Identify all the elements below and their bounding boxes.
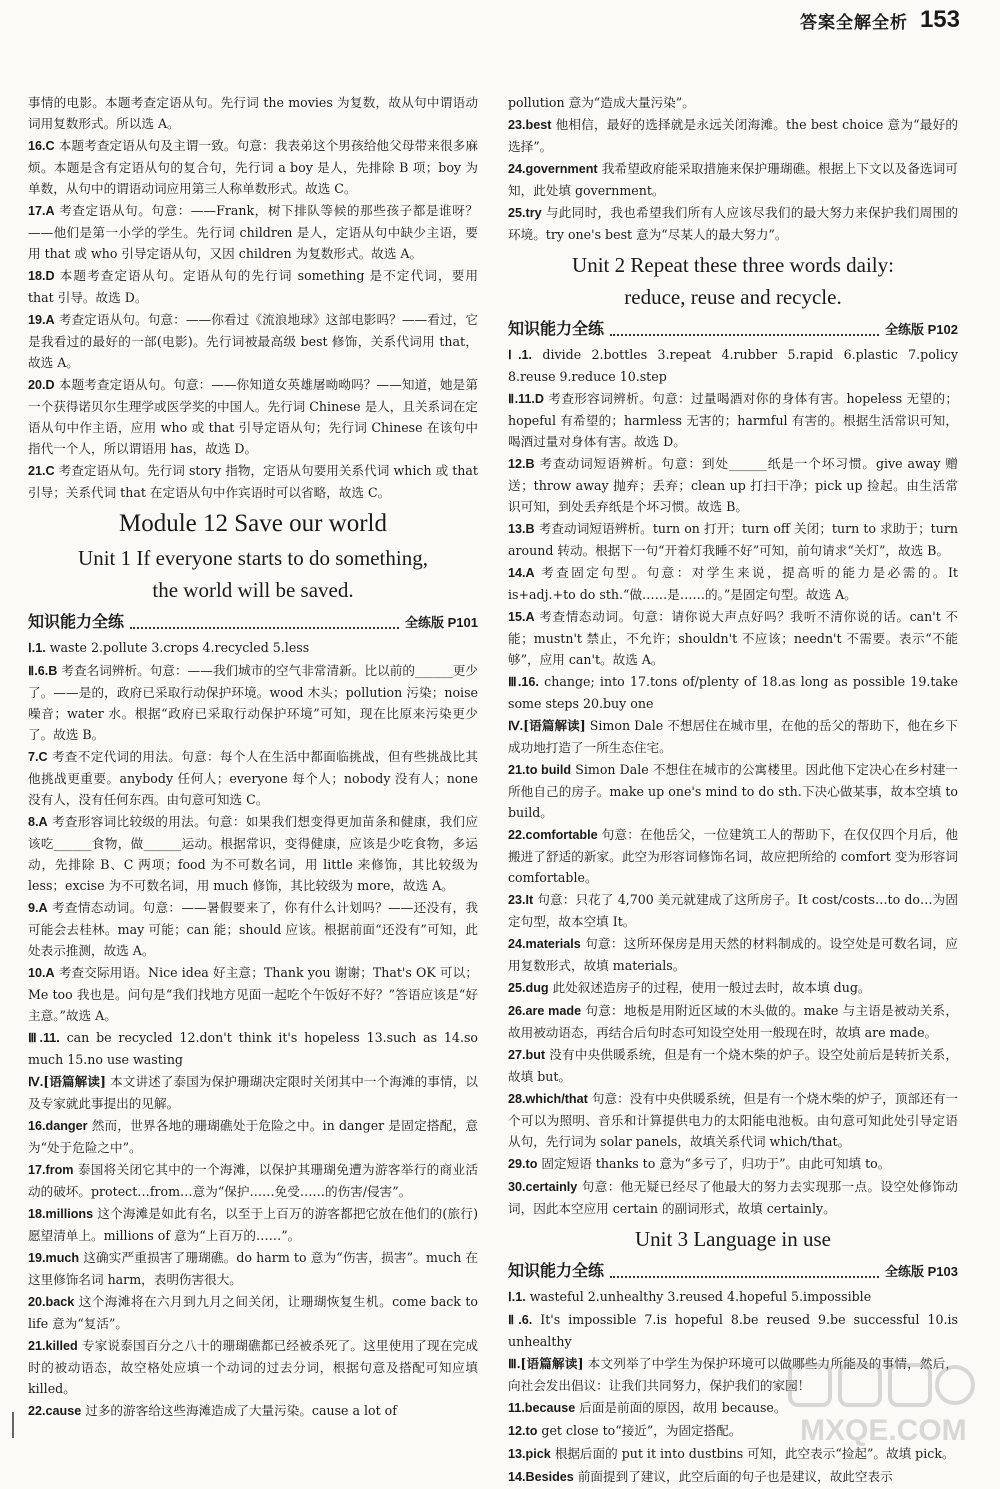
answer-item <box>508 202 958 245</box>
watermark-logo <box>780 1360 980 1450</box>
page-number: 153 <box>919 6 960 33</box>
answer-text: 考查名词辨析。句意：——我们城市的空气非常清新。比以前的______更少了。——是的，政府已采取行动保护环境。wood 木头；pollution 污染；noise 噪音；water 水。根据“政府已采取行动保护环境”可知，现在比原来污染更少了。故选 B。 <box>28 663 478 742</box>
left-column <box>28 92 478 1423</box>
margin-mark <box>12 1412 14 1438</box>
answer-item <box>28 1203 478 1246</box>
answer-text: 考查动词短语辨析。turn on 打开；turn off 关闭；turn to 求助于；turn around 转动。根据下一句“开着灯我睡不好”可知，前句请求“关灯”，故选 B。 <box>508 521 958 558</box>
answer-number: 11.because <box>508 1401 576 1415</box>
answer-text: 根据后面的 put it into dustbins 可知，此空表示“捡起”。故填 pick。 <box>550 1446 955 1461</box>
unit2-title-line2: reduce, reuse and recycle. <box>624 285 842 309</box>
section-ref: 全练版 P103 <box>885 1264 958 1279</box>
section-header-unit3 <box>508 1261 958 1282</box>
header-title: 答案全解全析 <box>799 12 908 32</box>
answer-number: 22.comfortable <box>508 828 598 842</box>
answer-text: 没有中央供暖系统，但是有一个烧木柴的炉子。设空处前后是转折关系，故填 but。 <box>508 1047 958 1084</box>
answer-number: 22.cause <box>28 1404 82 1418</box>
answer-number: 20.back <box>28 1295 75 1309</box>
answer-item <box>508 715 958 758</box>
section-title: 知识能力全练 <box>508 321 605 338</box>
answer-item <box>508 933 958 976</box>
answer-item <box>28 1335 478 1399</box>
answer-text: 考查动词短语辨析。句意：到处______纸是一个坏习惯。give away 赠送；throw away 抛弃；丢弃；clean up 打扫干净；pick up 捡起。由生活常识可知，到处丢弃纸是个坏习惯。故选 B。 <box>508 456 958 514</box>
answer-item <box>508 453 958 517</box>
dotted-leader <box>610 324 879 336</box>
answer-item <box>508 606 958 670</box>
answer-text: 句意：这所环保房是用天然的材料制成的。设空处是可数名词，应用复数形式，故填 materials。 <box>508 936 958 973</box>
answer-item <box>28 1159 478 1202</box>
answer-number: 21.to build <box>508 763 572 777</box>
answer-item <box>28 962 478 1026</box>
answer-text: 考查定语从句。句意：——Frank，树下排队等候的那些孩子都是谁呀？——他们是第一小学的学生。先行词 children 是人，定语从句中缺少主语，要用 that 或 who 引导定语从句，又因 children 为复数形式。故选 A。 <box>28 203 478 261</box>
answer-number: 29.to <box>508 1157 538 1171</box>
answer-number: 25.dug <box>508 981 549 995</box>
answer-number: 19.A <box>28 313 55 327</box>
answer-number: 16.danger <box>28 1119 88 1133</box>
answer-number: Ⅰ.1. <box>28 641 46 655</box>
answer-text: 前面提到了建议，此空后面的句子也是建议，故此空表示 <box>573 1469 893 1484</box>
answer-item <box>508 1286 958 1308</box>
dotted-leader <box>130 617 399 629</box>
answer-item <box>28 1247 478 1290</box>
answer-number: 10.A <box>28 966 55 980</box>
answer-item <box>28 374 478 459</box>
answer-text: 这个海滩将在六月到九月之间关闭，让珊瑚恢复生机。come back to life 意为“复活”。 <box>28 1294 478 1331</box>
answer-text: It's impossible 7.is hopeful 8.be reused 9.be successful 10.is unhealthy <box>508 1312 958 1349</box>
answer-number: 13.pick <box>508 1447 551 1461</box>
answer-text: 泰国将关闭它其中的一个海滩，以保护其珊瑚免遭为游客举行的商业活动的破坏。protect…from…意为“保护……免受……的伤害/侵害”。 <box>28 1162 478 1199</box>
dotted-leader <box>610 1266 879 1278</box>
answer-item <box>508 1088 958 1152</box>
answer-number: 8.A <box>28 815 48 829</box>
right-column <box>508 92 958 1489</box>
answer-text: 过多的游客给这些海滩造成了大量污染。cause a lot of <box>81 1403 397 1418</box>
answer-text: 固定短语 thanks to 意为“多亏了，归功于”。由此可知填 to。 <box>537 1156 891 1171</box>
answer-text: waste 2.pollute 3.crops 4.recycled 5.less <box>45 640 310 655</box>
section-title: 知识能力全练 <box>508 1263 605 1280</box>
answer-text: 后面是前面的原因，故用 because。 <box>575 1400 787 1415</box>
answer-number: 21.killed <box>28 1339 78 1353</box>
answer-text: 句意：没有中央供暖系统，但是有一个烧木柴的炉子，顶部还有一个可以为照明、音乐和计算提供电力的太阳能电池板。由句意可知此处引导定语从句，先行词为 solar panels，故填关系代词 which/that。 <box>508 1091 958 1149</box>
unit2-title-line1: Unit 2 Repeat these three words daily: <box>572 253 894 277</box>
answer-item <box>28 1291 478 1334</box>
unit3-title-line1: Unit 3 Language in use <box>635 1227 831 1251</box>
answer-number: Ⅳ. <box>28 1075 44 1089</box>
answer-text: 与此同时，我也希望我们所有人应该尽我们的最大努力来保护我们周围的环境。try one's best 意为“尽某人的最大努力”。 <box>508 205 958 242</box>
answer-text: pollution 意为“造成大量污染”。 <box>508 95 695 110</box>
page-header <box>800 6 960 34</box>
answer-number: 9.A <box>28 901 48 915</box>
answer-text: 考查交际用语。Nice idea 好主意；Thank you 谢谢；That's OK 可以；Me too 我也是。问句是“我们找地方见面一起吃个午饭好不好？”答语应该是“好主意。”故选 A。 <box>28 965 478 1023</box>
answer-item <box>28 135 478 199</box>
answer-number: 28.which/that <box>508 1092 588 1106</box>
answer-number: 24.materials <box>508 937 581 951</box>
answer-text: 本文列举了中学生为保护环境可以做哪些力所能及的事情，然后，向社会发出倡议：让我们共同努力，保护我们的家园！ <box>508 1356 959 1393</box>
answer-number: 7.C <box>28 750 48 764</box>
answer-number: 27.but <box>508 1048 546 1062</box>
answer-number: Ⅲ. <box>508 1357 521 1371</box>
answer-item <box>28 200 478 264</box>
answer-number: Ⅰ.1. <box>508 1290 526 1304</box>
answer-item <box>28 811 478 896</box>
answer-number: 12.to <box>508 1424 538 1438</box>
answer-text: 句意：他无疑已经尽了他最大的努力去实现那一点。设空处修饰动词，因此本空应用 certain 的副词形式，故填 certainly。 <box>508 1179 958 1216</box>
answer-number: Ⅲ.11. <box>28 1031 60 1045</box>
answer-list-unit2 <box>508 344 958 1219</box>
answer-number: 13.B <box>508 522 535 536</box>
answer-text: get close to“接近”，为固定搭配。 <box>537 1423 742 1438</box>
answer-number: 30.certainly <box>508 1180 578 1194</box>
passage-tag: [语篇解读] <box>43 1074 106 1089</box>
unit2-title <box>508 249 958 313</box>
answer-item <box>508 158 958 201</box>
answer-text: 句意：地板是用附近区域的木头做的。make 与主语是被动关系，故用被动语态，再结合后句时态可知设空处用一般现在时，故填 are made。 <box>508 1003 958 1040</box>
answer-item <box>28 1400 478 1422</box>
answer-number: 18.millions <box>28 1207 94 1221</box>
answer-text: 然而，世界各地的珊瑚礁处于危险之中。in danger 是固定搭配，意为“处于危险之中”。 <box>28 1118 478 1155</box>
answer-text: 句意：只花了 4,700 美元就建成了这所房子。It cost/costs…to do…为固定句型，故本空填 It。 <box>508 892 958 929</box>
answer-number: Ⅳ. <box>508 719 524 733</box>
answer-number: 18.D <box>28 269 55 283</box>
answer-item <box>508 562 958 605</box>
section-title: 知识能力全练 <box>28 614 125 631</box>
answer-item <box>28 1071 478 1114</box>
unit1-title <box>28 542 478 606</box>
answer-list-unit1-cont <box>508 92 958 245</box>
answer-item <box>508 388 958 452</box>
answer-text: Simon Dale 不想居住在城市里，在他的岳父的帮助下，他在乡下成功地打造了一所生态住宅。 <box>508 718 958 755</box>
answer-number: Ⅱ.6. <box>508 1313 533 1327</box>
unit3-title <box>508 1223 958 1255</box>
answer-item <box>508 1153 958 1175</box>
answer-text: 本题考查定语从句及主谓一致。句意：我表弟这个男孩给他父母带来很多麻烦。本题是含有定语从句的复合句，先行词 a boy 是人，先排除 B 项；boy 为单数，从句中的谓语动词应用第三人称单数形式。故选 C。 <box>28 138 478 196</box>
answer-number: Ⅲ.16. <box>508 675 539 689</box>
answer-list-module11 <box>28 92 478 503</box>
answer-item <box>508 114 958 157</box>
answer-number: 17.A <box>28 204 55 218</box>
answer-text: 考查不定代词的用法。句意：每个人在生活中都面临挑战，但有些挑战比其他挑战更重要。anybody 任何人；everyone 每个人；nobody 没有人；none 没有人，没有任何东西。由句意可知选 C。 <box>28 749 478 807</box>
answer-number: 25.try <box>508 206 542 220</box>
answer-item <box>28 265 478 308</box>
answer-number: 12.B <box>508 457 535 471</box>
section-header-unit1 <box>28 612 478 633</box>
answer-item <box>28 1115 478 1158</box>
answer-number: 14.A <box>508 566 535 580</box>
passage-tag: [语篇解读] <box>523 718 586 733</box>
section-ref: 全练版 P101 <box>405 615 478 630</box>
answer-item <box>508 518 958 561</box>
answer-item <box>508 92 958 113</box>
answer-text: 专家说泰国百分之八十的珊瑚礁都已经被杀死了。这里使用了现在完成时的被动语态，故空格处应填一个动词的过去分词，根据句意及搭配可知应填 killed。 <box>28 1338 478 1396</box>
answer-number: Ⅱ.11.D <box>508 392 544 406</box>
answer-item <box>508 1176 958 1219</box>
answer-text: 句意：在他岳父，一位建筑工人的帮助下，在仅仅四个月后，他搬进了舒适的新家。此空为形容词修饰名词，故应把所给的 comfort 变为形容词 comfortable。 <box>508 827 958 885</box>
answer-text: 本文讲述了泰国为保护珊瑚决定限时关闭其中一个海滩的事情，以及专家就此事提出的见解。 <box>28 1074 478 1111</box>
answer-text: change; into 17.tons of/plenty of 18.as long as possible 19.take some steps 20.buy one <box>508 674 958 711</box>
answer-text: 这个海滩是如此有名，以至于上百万的游客都把它放在他们的(旅行)愿望清单上。millions of 意为“上百万的……”。 <box>28 1206 478 1243</box>
answer-number: 14.Besides <box>508 1470 574 1484</box>
answer-text: can be recycled 12.don't think it's hopeless 13.such as 14.so much 15.no use wasting <box>28 1030 478 1067</box>
answer-item <box>28 460 478 503</box>
answer-text: 事情的电影。本题考查定语从句。先行词 the movies 为复数，故从句中谓语动词用复数形式。所以选 A。 <box>28 95 478 131</box>
answer-text: 此处叙述造房子的过程，使用一般过去时，故本填 dug。 <box>548 980 871 995</box>
answer-text: divide 2.bottles 3.repeat 4.rubber 5.rapid 6.plastic 7.policy 8.reuse 9.reduce 10.step <box>508 347 959 384</box>
svg-text:MXQE.COM: MXQE.COM <box>800 1414 967 1447</box>
answer-text: 考查形容词辨析。句意：过量喝酒对你的身体有害。hopeless 无望的；hopeful 有希望的；harmless 无害的；harmful 有害的。根据生活常识可知，喝酒过量对身体有害。故选 D。 <box>508 391 959 449</box>
answer-item <box>508 977 958 999</box>
answer-number: 23.It <box>508 893 534 907</box>
answer-item <box>508 1000 958 1043</box>
answer-list-unit1 <box>28 637 478 1422</box>
answer-number: 17.from <box>28 1163 74 1177</box>
answer-item <box>508 1309 958 1352</box>
section-header-unit2 <box>508 319 958 340</box>
passage-tag: [语篇解读] <box>520 1356 584 1371</box>
answer-item <box>508 1044 958 1087</box>
answer-item <box>508 759 958 823</box>
answer-item <box>28 897 478 961</box>
answer-text: 考查形容词比较级的用法。句意：如果我们想变得更加苗条和健康，我们应该吃______食物，做______运动。根据常识，变得健康，应该是少吃食物，多运动，先排除 B、C 两项；food 为不可数名词，用 little 来修饰，其比较级为 less；excise 为不可数名词，用 much 修饰，其比较级为 more，故选 A。 <box>28 814 478 893</box>
answer-text: 我希望政府能采取措施来保护珊瑚礁。根据上下文以及备选词可知，此处填 government。 <box>508 161 958 198</box>
answer-item <box>28 309 478 373</box>
answer-item <box>508 889 958 932</box>
answer-item <box>28 746 478 810</box>
answer-number: 24.government <box>508 162 598 176</box>
answer-item <box>508 671 958 714</box>
answer-item <box>28 637 478 659</box>
answer-text: wasteful 2.unhealthy 3.reused 4.hopeful 5.impossible <box>525 1289 872 1304</box>
answer-text: 他相信，最好的选择就是永远关闭海滩。the best choice 意为“最好的选择”。 <box>508 117 958 154</box>
answer-number: Ⅱ.6.B <box>28 664 58 678</box>
answer-item <box>508 1466 958 1488</box>
answer-number: 23.best <box>508 118 552 132</box>
answer-text: 这确实严重损害了珊瑚礁。do harm to 意为“伤害，损害”。much 在这里修饰名词 harm，表明伤害很大。 <box>28 1250 478 1287</box>
answer-number: 16.C <box>28 139 55 153</box>
answer-text: 考查情态动词。句意：请你说大声点好吗？我听不清你说的话。can't 不能；mustn't 禁止，不允许；shouldn't 不应该；needn't 不需要。表示“不能够”，应用 can't。故选 A。 <box>508 609 958 667</box>
answer-text: 考查定语从句。句意：——你看过《流浪地球》这部电影吗？——看过，它是我看过的最好的一部(电影)。先行词被最高级 best 修饰，关系代词用 that，故选 A。 <box>28 312 478 370</box>
answer-number: 21.C <box>28 464 55 478</box>
answer-text: Simon Dale 不想住在城市的公寓楼里。因此他下定决心在乡村建一所他自己的房子。make up one's mind to do sth.下决心做某事，故本空填 to build。 <box>508 762 959 820</box>
answer-text: 本题考查定语从句。句意：——你知道女英雄屠呦呦吗？——知道，她是第一个获得诺贝尔生理学或医学奖的中国人。先行词 Chinese 是人，且关系词在定语从句中作主语，应用 who 或 that 引导定语从句；先行词 Chinese 在该句中指代一个人，所以谓语用 has，故选 D。 <box>28 377 478 456</box>
answer-item <box>508 344 958 387</box>
answer-text: 考查定语从句。先行词 story 指物，定语从句要用关系代词 which 或 that 引导；关系代词 that 在定语从句中作宾语时可以省略，故选 C。 <box>28 463 478 500</box>
module-title: Module 12 Save our world <box>118 510 388 537</box>
answer-number: 20.D <box>28 378 55 392</box>
answer-number: 26.are made <box>508 1004 582 1018</box>
answer-text: 考查固定句型。句意：对学生来说，提高听的能力是必需的。It is+adj.+to do sth.“做……是……的。”是固定句型。故选 A。 <box>508 565 958 602</box>
answer-item <box>28 660 478 745</box>
answer-text: 考查情态动词。句意：——暑假要来了，你有什么计划吗？——还没有，我可能会去桂林。may 可能；can 能；should 应该。根据前面“还没有”可知，此处表示推测，故选 A。 <box>28 900 478 958</box>
answer-number: 19.much <box>28 1251 80 1265</box>
answer-item <box>28 92 478 134</box>
answer-number: 15.A <box>508 610 535 624</box>
unit1-title-line1: Unit 1 If everyone starts to do something, <box>78 546 428 570</box>
answer-item <box>508 824 958 888</box>
answer-item <box>28 1027 478 1070</box>
unit1-title-line2: the world will be saved. <box>152 578 354 602</box>
answer-text: 本题考查定语从句。定语从句的先行词 something 是不定代词，要用 that 引导。故选 D。 <box>28 268 478 305</box>
section-ref: 全练版 P102 <box>885 322 958 337</box>
answer-number: Ⅰ.1. <box>508 348 533 362</box>
